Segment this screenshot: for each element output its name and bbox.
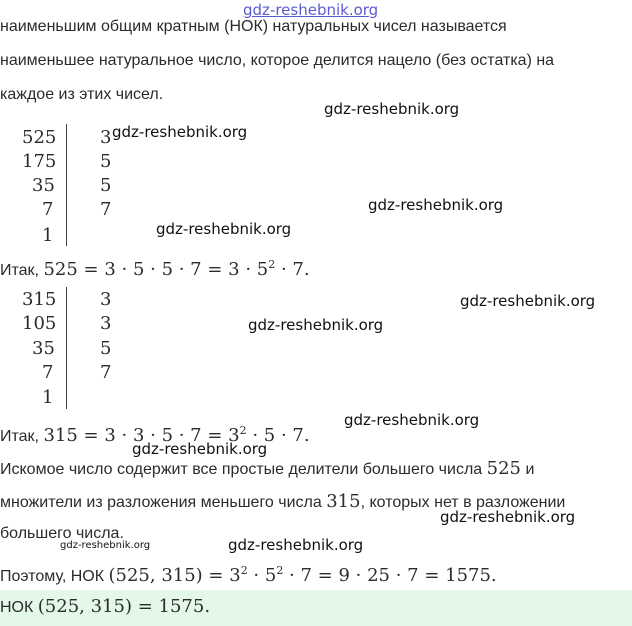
watermark-top[interactable]: gdz-reshebnik.org	[243, 1, 379, 19]
explain-line-1	[0, 458, 534, 479]
fact2-left-2: 35	[32, 338, 55, 359]
watermark: gdz-reshebnik.org	[344, 411, 480, 429]
watermark: gdz-reshebnik.org	[460, 292, 596, 310]
intro-line-3: каждое из этих чисел.	[0, 86, 164, 103]
result1-expr-main: 525 = 3 · 5 · 5 · 7 = 3 · 5	[43, 259, 269, 280]
fact2-left-1: 105	[22, 313, 57, 334]
fact2-left-4: 1	[42, 387, 54, 408]
intro-line-2: наименьшее натуральное число, которое делится нацело (без остатка) на	[0, 52, 555, 69]
watermark: gdz-reshebnik.org	[368, 196, 504, 214]
therefore-line	[0, 564, 497, 586]
answer-expr: (525, 315) = 1575.	[37, 596, 211, 617]
result1-prefix: Итак,	[0, 262, 39, 279]
fact1-left-2: 35	[32, 175, 55, 196]
watermark: gdz-reshebnik.org	[228, 536, 364, 554]
answer-prefix: НОК	[0, 599, 34, 616]
fact2-right-3: 7	[100, 362, 112, 383]
fact1-right-2: 5	[100, 175, 112, 196]
fact2-left-0: 315	[22, 289, 57, 310]
explain-line2n: 315	[326, 491, 361, 512]
fact1-left-0: 525	[22, 127, 57, 148]
watermark: gdz-reshebnik.org	[324, 100, 460, 118]
watermark: gdz-reshebnik.org	[248, 316, 384, 334]
explain-line1a: Искомое число содержит все простые делители большего числа	[0, 461, 487, 478]
fact1-right-0: 3	[100, 127, 112, 148]
answer-box	[0, 590, 632, 626]
fact1-right-3: 7	[100, 199, 112, 220]
result-525	[0, 258, 310, 280]
answer-line	[0, 596, 210, 617]
fact1-left-1: 175	[22, 151, 57, 172]
fact2-divider	[66, 287, 67, 409]
watermark: gdz-reshebnik.org	[156, 220, 292, 238]
explain-line2b: , которых нет в разложении	[360, 494, 566, 511]
watermark: gdz-reshebnik.org	[440, 508, 576, 526]
result2-tail: · 5 · 7.	[246, 425, 310, 446]
fact1-divider	[66, 124, 67, 246]
fact2-left-3: 7	[42, 362, 54, 383]
fact1-left-3: 7	[42, 199, 54, 220]
fact2-right-2: 5	[100, 338, 112, 359]
result1-expr	[43, 259, 309, 280]
intro-line-1: наименьшим общим кратным (НОК) натуральных чисел называется	[0, 18, 507, 35]
fact2-right-0: 3	[100, 289, 112, 310]
therefore-expr	[109, 565, 497, 586]
result1-tail: · 7.	[275, 259, 310, 280]
explain-line1b: и	[521, 461, 535, 478]
therefore-exp2: 2	[276, 564, 284, 577]
fact1-left-4: 1	[42, 225, 54, 246]
therefore-expr1: (525, 315) = 3	[108, 565, 241, 586]
fact1-right-1: 5	[100, 151, 112, 172]
therefore-exp1: 2	[240, 564, 248, 577]
fact2-right-1: 3	[100, 313, 112, 334]
result2-expr-main: 315 = 3 · 3 · 5 · 7 = 3	[43, 425, 240, 446]
explain-line2a: множители из разложения меньшего числа	[0, 494, 327, 511]
result1-exp: 2	[268, 258, 276, 271]
therefore-mid: · 5	[247, 565, 277, 586]
explain-line1n: 525	[486, 458, 521, 479]
watermark: gdz-reshebnik.org	[132, 440, 268, 458]
result2-exp: 2	[239, 424, 247, 437]
result2-prefix: Итак,	[0, 428, 39, 445]
therefore-tail: · 7 = 9 · 25 · 7 = 1575.	[283, 565, 497, 586]
watermark: gdz-reshebnik.org	[112, 123, 248, 141]
therefore-prefix: Поэтому, НОК	[0, 568, 105, 585]
watermark-small: gdz-reshebnik.org	[60, 540, 151, 551]
explain-line-3: большего числа.	[0, 525, 124, 542]
